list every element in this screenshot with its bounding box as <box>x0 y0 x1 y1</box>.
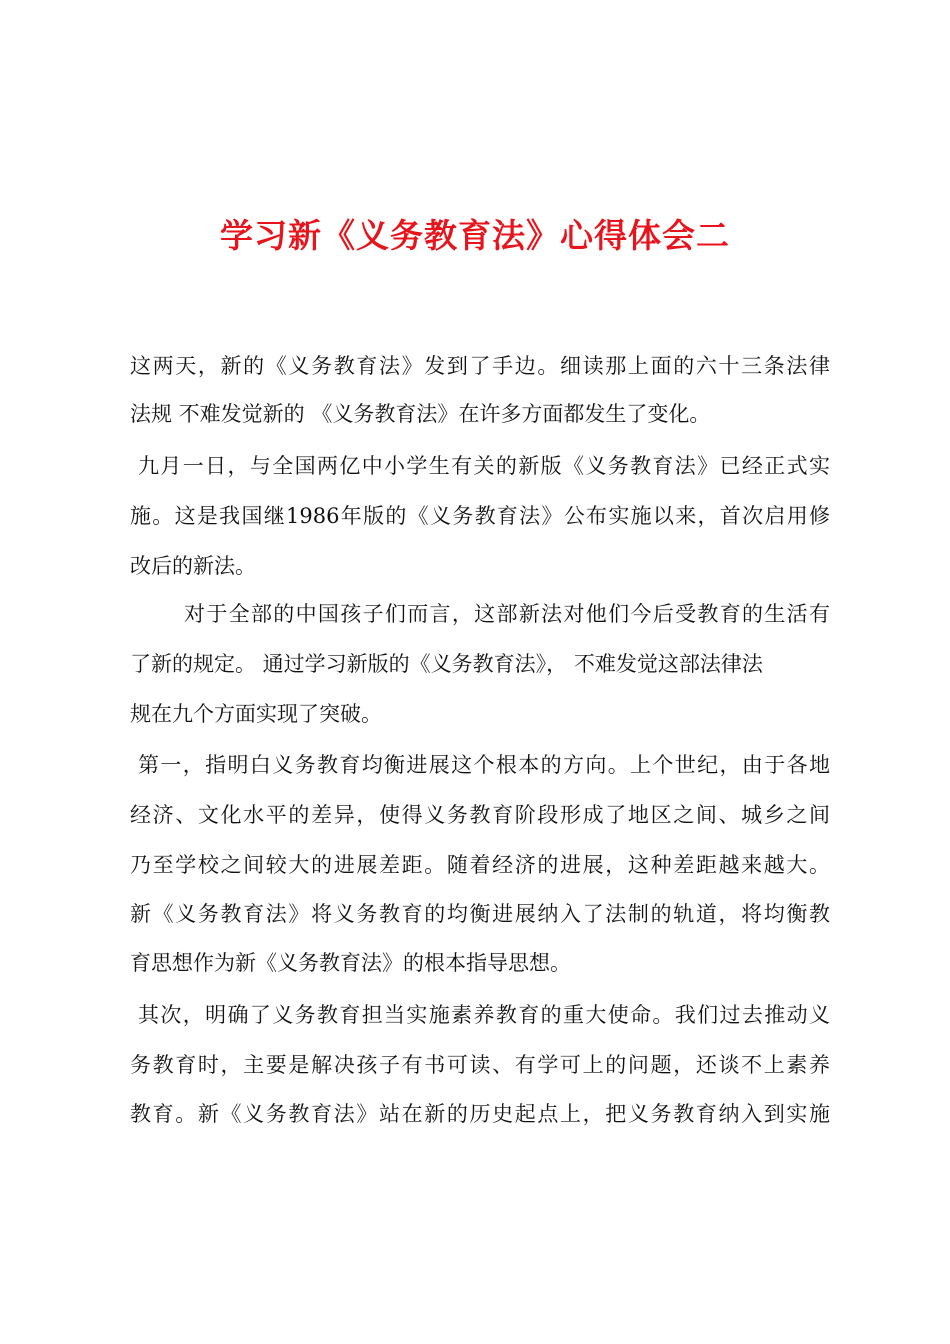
document-title: 学习新《义务教育法》心得体会二 <box>220 216 730 255</box>
text-line: 了新的规定。 通过学习新版的《义务教育法》， 不难发觉这部法律法 <box>130 652 763 676</box>
text-line: 九月一日，与全国两亿中小学生有关的新版《义务教育法》已经正式实 <box>130 454 830 478</box>
text-line: 乃至学校之间较大的进展差距。随着经济的进展，这种差距越来越大。 <box>130 853 830 877</box>
text-line: 新《义务教育法》将义务教育的均衡进展纳入了法制的轨道，将均衡教 <box>130 902 830 926</box>
text-line: 教育。新《义务教育法》站在新的历史起点上，把义务教育纳入到实施 <box>130 1102 830 1126</box>
text-line: 法规 不难发觉新的 《义务教育法》在许多方面都发生了变化。 <box>130 402 711 426</box>
text-line: 务教育时，主要是解决孩子有书可读、有学可上的问题，还谈不上素养 <box>130 1053 830 1077</box>
text-line: 其次，明确了义务教育担当实施素养教育的重大使命。我们过去推动义 <box>130 1003 830 1027</box>
text-line: 规在九个方面实现了突破。 <box>130 702 382 726</box>
text-line: 第一，指明白义务教育均衡进展这个根本的方向。上个世纪，由于各地 <box>130 753 830 777</box>
text-line: 这两天，新的《义务教育法》发到了手边。细读那上面的六十三条法律 <box>130 354 830 378</box>
text-line: 对于全部的中国孩子们而言，这部新法对他们今后受教育的生活有 <box>184 602 830 626</box>
text-line: 经济、文化水平的差异，使得义务教育阶段形成了地区之间、城乡之间 <box>130 803 830 827</box>
text-line: 施。这是我国继1986年版的《义务教育法》公布实施以来，首次启用修 <box>130 504 830 528</box>
text-line: 改后的新法。 <box>130 554 256 578</box>
text-line: 育思想作为新《义务教育法》的根本指导思想。 <box>130 951 571 975</box>
